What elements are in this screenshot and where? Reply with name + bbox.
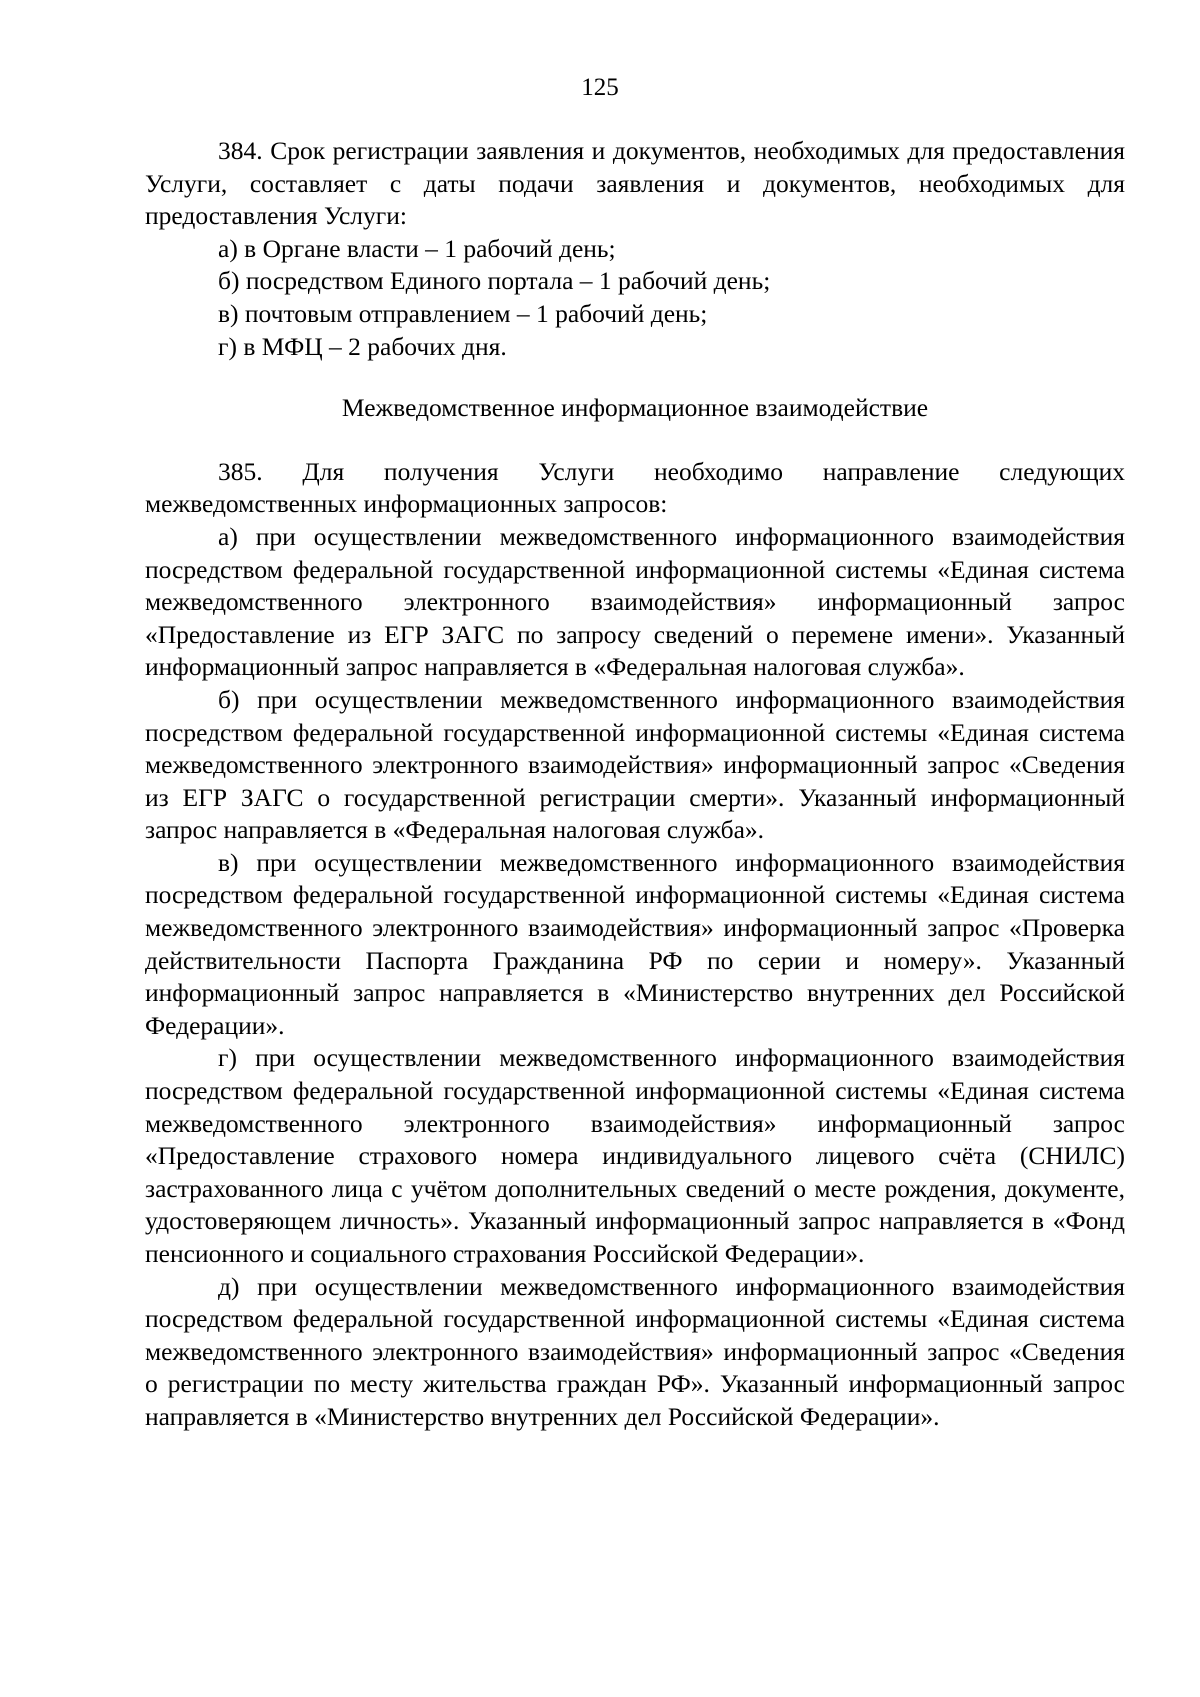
paragraph-384-b: б) посредством Единого портала – 1 рабочий день;: [218, 266, 771, 296]
paragraph-385-a: а) при осуществлении межведомственного информационного взаимодействия посредством федеральной государственной информационной системы «Единая система межведомственного электронного взаимодействия» информационный запрос «Предоставление из ЕГР ЗАГС по запросу сведений о перемене имени». Указанный информационный запрос направляется в «Федеральная налоговая служба».: [145, 521, 1125, 682]
paragraph-384-a: а) в Органе власти – 1 рабочий день;: [218, 233, 616, 263]
document-body: [145, 135, 1125, 1434]
section-heading: Межведомственное информационное взаимодействие: [341, 393, 929, 423]
paragraph-384-g: г) в МФЦ – 2 рабочих дня.: [218, 331, 507, 361]
paragraph-385-b: б) при осуществлении межведомственного информационного взаимодействия посредством федеральной государственной информационной системы «Единая система межведомственного электронного взаимодействия» информационный запрос «Сведения из ЕГР ЗАГС о государственной регистрации смерти». Указанный информационный запрос направляется в «Федеральная налоговая служба».: [145, 684, 1125, 845]
paragraph-384-intro: 384. Срок регистрации заявления и документов, необходимых для предоставления Услуги, составляет с даты подачи заявления и документов, необходимых для предоставления Услуги:: [145, 136, 1125, 231]
paragraph-385-d: д) при осуществлении межведомственного информационного взаимодействия посредством федеральной государственной информационной системы «Единая система межведомственного электронного взаимодействия» информационный запрос «Сведения о регистрации по месту жительства граждан РФ». Указанный информационный запрос направляется в «Министерство внутренних дел Российской Федерации».: [145, 1271, 1125, 1431]
paragraph-385-intro: 385. Для получения Услуги необходимо направление следующих межведомственных информационных запросов:: [145, 456, 1125, 519]
page-number: 125: [581, 74, 619, 101]
paragraph-385-g: г) при осуществлении межведомственного информационного взаимодействия посредством федеральной государственной информационной системы «Единая система межведомственного электронного взаимодействия» информационный запрос «Предоставление страхового номера индивидуального лицевого счёта (СНИЛС) застрахованного лица с учётом дополнительных сведений о месте рождения, документе, удостоверяющем личность». Указанный информационный запрос направляется в «Фонд пенсионного и социального страхования Российской Федерации».: [145, 1043, 1125, 1268]
paragraph-385-v: в) при осуществлении межведомственного информационного взаимодействия посредством федеральной государственной информационной системы «Единая система межведомственного электронного взаимодействия» информационный запрос «Проверка действительности Паспорта Гражданина РФ по серии и номеру». Указанный информационный запрос направляется в «Министерство внутренних дел Российской Федерации».: [145, 847, 1125, 1040]
paragraph-384-v: в) почтовым отправлением – 1 рабочий день;: [218, 298, 708, 328]
